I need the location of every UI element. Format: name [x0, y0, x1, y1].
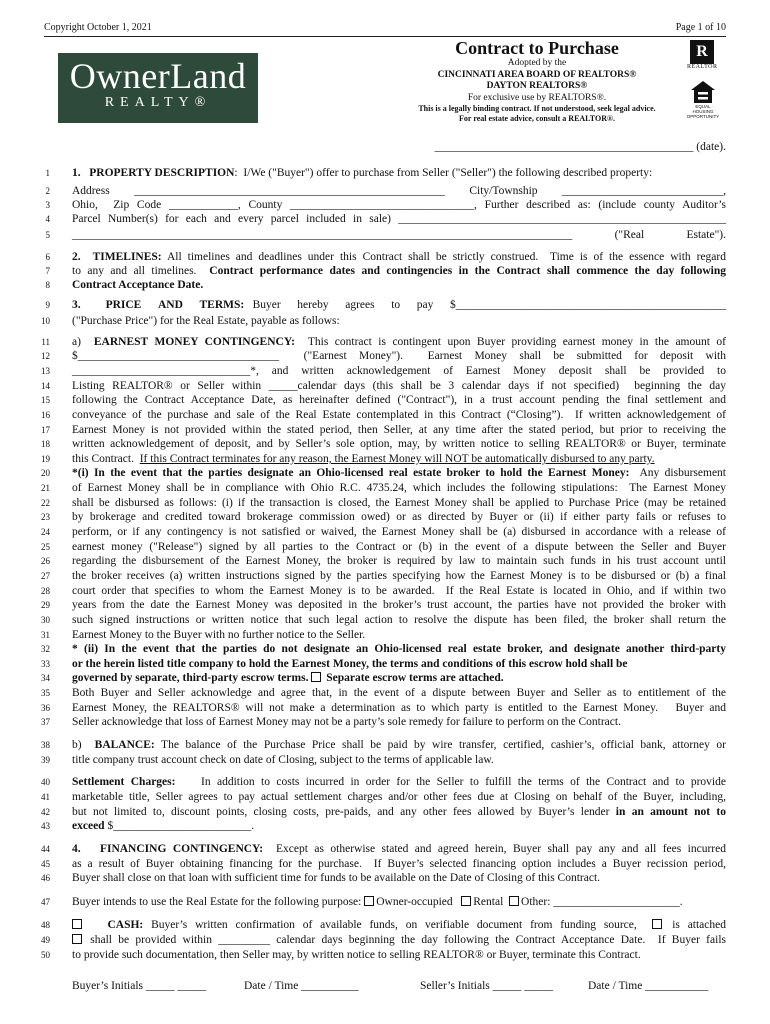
line-number: 32 — [41, 644, 50, 654]
checkbox[interactable] — [364, 896, 374, 906]
line-number: 48 — [41, 920, 50, 930]
contract-line: title company trust account check on date of Closing, subject to the terms of applicable law. — [72, 754, 494, 766]
buyer-initials[interactable]: Buyer’s Initials _____ _____ — [72, 980, 207, 992]
line-number: 40 — [41, 777, 50, 787]
line-number: 5 — [45, 230, 50, 240]
line-number: 34 — [41, 673, 50, 683]
contract-line: 1. PROPERTY DESCRIPTION: I/We ("Buyer") offer to purchase from Seller ("Seller") the following described property: — [72, 167, 653, 179]
checkbox[interactable] — [461, 896, 471, 906]
line-number: 25 — [41, 542, 50, 552]
contract-line: Earnest Money to the Buyer with no further notice to the Seller. — [72, 629, 366, 641]
contract-line: to any and all timelines. Contract performance dates and contingencies in the Contract shall commence the day following — [72, 265, 727, 277]
line-number: 47 — [41, 897, 50, 907]
contract-line: following the Contract Acceptance Date, as hereinafter defined ("Contract"), in a trust account pending the final settlement and — [72, 394, 726, 406]
adopted-text: Adopted by the — [507, 58, 567, 68]
contract-line: this Contract. If this Contract terminates for any reason, the Earnest Money will NOT be automatically disbursed to any party. — [72, 453, 655, 465]
contract-line: exceed $________________________. — [72, 820, 255, 832]
contract-line: to provide such documentation, then Seller may, by written notice to selling REALTOR® or Buyer, terminate this Contract. — [72, 949, 641, 961]
contract-line: Buyer shall close on that loan with sufficient time for funds to be available on the Date of Closing of this Contract. — [72, 872, 601, 884]
realtor-caption: REALTOR — [687, 64, 718, 70]
contract-line: conveyance of the purchase and sale of the Real Estate contemplated in this Contract (“Closing”). If written acknowledgement of — [72, 409, 726, 421]
line-number: 30 — [41, 615, 50, 625]
contract-line: Settlement Charges: In addition to costs incurred in order for the Seller to fulfill the terms of the Contract and to provide — [72, 776, 726, 788]
contract-line: of Earnest Money shall be in compliance with Ohio R.C. 4735.24, which includes the following stipulations: The Earnest Money — [72, 482, 726, 494]
contract-line: * (ii) In the event that the parties do not designate an Ohio-licensed real estate broker, and designate another third-party — [72, 643, 726, 655]
date-line[interactable]: _____________________________________________ (date). — [434, 141, 726, 153]
contract-line: b) BALANCE: The balance of the Purchase Price shall be paid by wire transfer, certified, cashier’s, official bank, attorney or — [72, 739, 726, 751]
contract-line: marketable title, Seller agrees to pay actual settlement charges and/or other fees due at Closing on behalf of the Buyer, including, — [72, 791, 726, 803]
line-number: 50 — [41, 950, 50, 960]
contract-line: Contract Acceptance Date. — [72, 279, 204, 291]
line-number: 45 — [41, 859, 50, 869]
line-number: 23 — [41, 512, 50, 522]
line-number: 31 — [41, 630, 50, 640]
eho-caption-2: OPPORTUNITY — [686, 114, 720, 119]
contract-line: Buyer intends to use the Real Estate for the following purpose: Owner-occupied Rental Other: ______________________. — [72, 896, 683, 908]
realtor-logo — [687, 40, 717, 70]
checkbox[interactable] — [652, 919, 662, 929]
line-number: 7 — [45, 266, 50, 276]
logo-name: OwnerLand — [69, 56, 247, 96]
contract-line: 2. TIMELINES: All timelines and deadlines under this Contract shall be strictly construed. Time is of the essence with regard — [72, 251, 726, 263]
contract-line: but not limited to, discount points, closing costs, pre-paids, and any other fees allowed by Buyer’s lender in an amount not to — [72, 806, 726, 818]
copyright-text: Copyright October 1, 2021 — [44, 22, 152, 33]
buyer-date-time[interactable]: Date / Time __________ — [244, 980, 359, 992]
line-number: 42 — [41, 807, 50, 817]
line-number: 22 — [41, 498, 50, 508]
line-number: 12 — [41, 351, 50, 361]
line-number: 35 — [41, 688, 50, 698]
ownerland-logo — [58, 53, 258, 123]
realtor-r-icon: R — [690, 40, 714, 64]
exclusive-use-text: For exclusive use by REALTORS®. — [467, 92, 607, 103]
line-number: 29 — [41, 600, 50, 610]
contract-header — [400, 38, 674, 124]
contract-line: Parcel Number(s) for each and every parcel included in sale) _________________________________________________________ — [72, 213, 726, 225]
checkbox[interactable] — [311, 672, 321, 682]
contract-line: earnest money ("Release") signed by all parties to the Contract or (b) in the event of a dispute between the Seller and Buyer — [72, 541, 726, 553]
contract-line: the broker receives (a) written instructions signed by the parties specifying how the Earnest Money is to be disbursed or (b) a final — [72, 570, 726, 582]
line-number: 26 — [41, 556, 50, 566]
checkbox[interactable] — [509, 896, 519, 906]
line-number: 14 — [41, 381, 50, 391]
seller-date-time[interactable]: Date / Time ___________ — [588, 980, 709, 992]
contract-line: Address ______________________________________________________ City/Township ____________________________, — [72, 185, 726, 197]
line-number: 8 — [45, 280, 50, 290]
line-number: 16 — [41, 410, 50, 420]
line-number: 1 — [45, 168, 50, 178]
contract-line: a) EARNEST MONEY CONTINGENCY: This contract is contingent upon Buyer providing earnest money in the amount of — [72, 336, 727, 348]
contract-line: governed by separate, third-party escrow terms. Separate escrow terms are attached. — [72, 672, 504, 684]
line-number: 37 — [41, 717, 50, 727]
contract-line: regarding the disbursement of the Earnest Money, the broker is required by law to maintain such funds in his trust account until — [72, 555, 726, 567]
logo-sub: REALTY® — [104, 95, 212, 110]
contract-line: shall be disbursed as follows: (i) if the transaction is closed, the Earnest Money shall be applied to Purchase Price (may be retained — [72, 497, 726, 509]
contract-line: as a result of Buyer obtaining financing for the purchase. If Buyer’s selected financing option includes a Buyer recission period, — [72, 858, 726, 870]
line-number: 13 — [41, 366, 50, 376]
line-number: 10 — [41, 316, 50, 326]
contract-line: such signed instructions or written notice that such legal action to resolve the dispute has been filed, the broker shall return the — [72, 614, 726, 626]
contract-line: ("Purchase Price") for the Real Estate, payable as follows: — [72, 315, 340, 327]
contract-line: *(i) In the event that the parties designate an Ohio-licensed real estate broker to hold the Earnest Money: Any disbursement — [72, 467, 726, 479]
checkbox[interactable] — [72, 934, 82, 944]
contract-line: by brokerage and credited toward brokerage commission owed) or as directed by Buyer or (ii) if either party fails or refuses to — [72, 511, 726, 523]
line-number: 19 — [41, 454, 50, 464]
contract-line: court order that specifies to whom the Earnest Money is to be awarded. If the Real Estate is located in Ohio, and if within two — [72, 585, 726, 597]
equal-housing-logo — [685, 80, 721, 119]
contract-line: _______________________________*, and written acknowledgement of Earnest Money deposit shall be provided to — [72, 365, 726, 377]
board-name-1: CINCINNATI AREA BOARD OF REALTORS® — [437, 69, 637, 80]
seller-initials[interactable]: Seller’s Initials _____ _____ — [420, 980, 553, 992]
contract-line: CASH: Buyer’s written confirmation of available funds, on verifiable document from funding source, is attached — [72, 918, 726, 932]
equal-housing-icon — [690, 80, 716, 104]
page-number: Page 1 of 10 — [675, 22, 726, 33]
line-number: 20 — [41, 468, 50, 478]
contract-line: Ohio, Zip Code ____________, County ________________________________, Further described as: (include county Auditor’s — [72, 199, 726, 211]
eho-caption-1: EQUAL HOUSING — [692, 104, 714, 114]
line-number: 38 — [41, 740, 50, 750]
line-number: 17 — [41, 425, 50, 435]
line-number: 9 — [45, 300, 50, 310]
contract-line: $___________________________________ ("Earnest Money"). Earnest Money shall be submitted for deposit with — [72, 350, 726, 362]
contract-line: shall be provided within _________ calendar days beginning the day following the Contract Acceptance Date. If Buyer fails — [72, 933, 726, 947]
line-number: 39 — [41, 755, 50, 765]
line-number: 49 — [41, 935, 50, 945]
contract-line: 4. FINANCING CONTINGENCY: Except as otherwise stated and agreed herein, Buyer shall pay any and all fees incurred — [72, 843, 726, 855]
line-number: 6 — [45, 252, 50, 262]
line-number: 15 — [41, 395, 50, 405]
line-number: 4 — [45, 214, 50, 224]
line-number: 44 — [41, 844, 50, 854]
contract-line: years from the date the Earnest Money was deposited in the broker’s trust account, the parties have not provided the broker with — [72, 599, 726, 611]
board-name-2: DAYTON REALTORS® — [486, 81, 588, 91]
line-number: 36 — [41, 703, 50, 713]
contract-line: written acknowledgement of deposit, and by Seller’s sole option, may, by written notice to selling REALTOR® or Buyer, terminate — [72, 438, 726, 450]
contract-line: Listing REALTOR® or Seller within _____calendar days (this shall be 3 calendar days if not specified) beginning the day — [72, 380, 726, 392]
page-title: Contract to Purchase — [455, 38, 619, 58]
line-number: 46 — [41, 873, 50, 883]
line-number: 41 — [41, 792, 50, 802]
checkbox[interactable] — [72, 919, 82, 929]
legal-notice-1: This is a legally binding contract. If not understood, seek legal advice. — [418, 104, 656, 113]
line-number: 18 — [41, 439, 50, 449]
contract-line: Earnest Money is not provided within the stated period, then Seller, at any time after the stated period, but prior to receiving the — [72, 424, 726, 436]
line-number: 21 — [41, 483, 50, 493]
line-number: 33 — [41, 659, 50, 669]
contract-line: perform, or if any contingency is not satisfied or waived, the Earnest Money shall be (a) disbursed in accordance with a release of — [72, 526, 726, 538]
contract-line: 3. PRICE AND TERMS: Buyer hereby agrees to pay $_______________________________________________ — [72, 299, 727, 311]
top-rule — [44, 22, 726, 37]
contract-line: Seller acknowledge that loss of Earnest Money may not be a party’s sole remedy for failure to perform on the Contract. — [72, 716, 621, 728]
line-number: 27 — [41, 571, 50, 581]
line-number: 24 — [41, 527, 50, 537]
line-number: 3 — [45, 200, 50, 210]
contract-line: or the herein listed title company to hold the Earnest Money, the terms and conditions of this escrow hold shall be — [72, 658, 628, 670]
contract-line: _______________________________________________________________________________________ ("Real Estate"). — [72, 229, 726, 241]
line-number: 11 — [41, 337, 50, 347]
line-number: 28 — [41, 586, 50, 596]
contract-line: Both Buyer and Seller acknowledge and agree that, in the event of a dispute between Buyer and Seller as to entitlement of the — [72, 687, 726, 699]
line-number: 43 — [41, 821, 50, 831]
legal-notice-2: For real estate advice, consult a REALTOR®. — [459, 114, 615, 123]
line-number: 2 — [45, 186, 50, 196]
contract-line: Earnest Money, the REALTORS® will not make a determination as to which party is entitled to the Earnest Money. Buyer and — [72, 702, 726, 714]
